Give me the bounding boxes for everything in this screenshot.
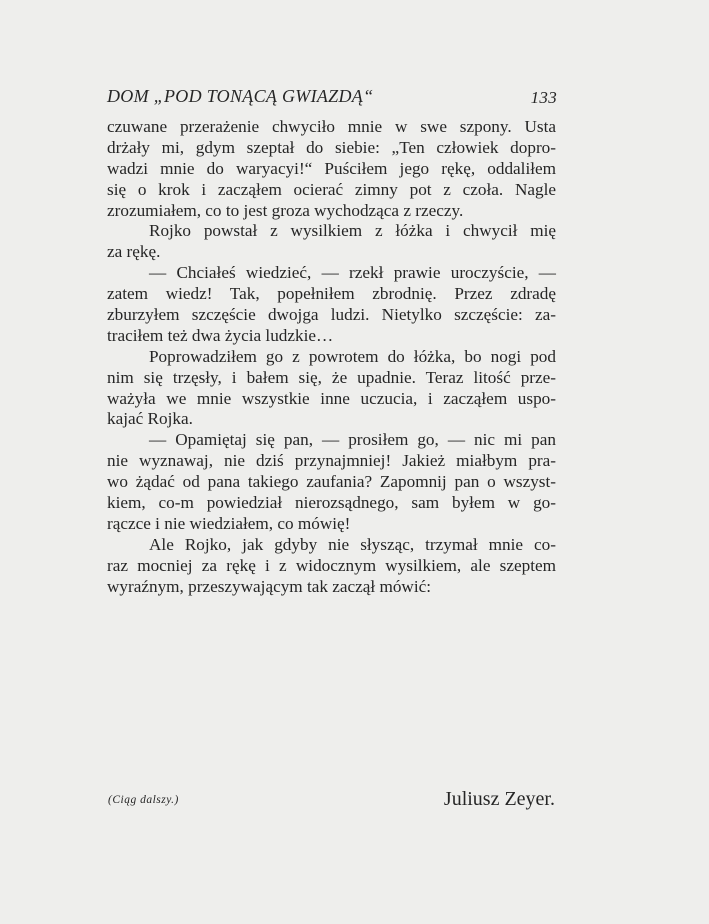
- text-line: Poprowadziłem go z powrotem do łóżka, bo nogi pod: [149, 346, 556, 366]
- text-line: nie wyznawaj, nie dziś przynajmniej! Jakież miałbym pra-: [107, 451, 556, 471]
- text-line: się o krok i zacząłem ocierać zimny pot z czoła. Nagle: [107, 179, 556, 199]
- text-line: czuwane przerażenie chwyciło mnie w swe szpony. Usta: [107, 117, 556, 136]
- body-text: [107, 117, 556, 597]
- text-line: — Chciałeś wiedzieć, — rzekł prawie uroczyście, —: [149, 263, 556, 283]
- text-line: drżały mi, gdym szeptał do siebie: „Ten człowiek dopro-: [107, 137, 556, 157]
- text-line: ważyła we mnie wszystkie inne uczucia, i zacząłem uspo-: [107, 388, 556, 408]
- paragraph: [107, 535, 556, 598]
- text-line: kiem, co-m powiedział nierozsądnego, sam byłem w go-: [107, 493, 556, 513]
- paragraph: [107, 263, 556, 347]
- page-number: 133: [530, 88, 557, 107]
- text-line: wyraźnym, przeszywającym tak zaczął mówić:: [107, 576, 432, 596]
- text-line: za rękę.: [107, 242, 161, 262]
- text-line: wadzi mnie do waryacyi!“ Puściłem jego rękę, oddaliłem: [107, 158, 556, 178]
- text-line: — Opamiętaj się pan, — prosiłem go, — nic mi pan: [149, 430, 556, 450]
- paragraph: [107, 117, 556, 221]
- text-line: rączce i nie wiedziałem, co mówię!: [107, 513, 351, 533]
- running-title: DOM „POD TONĄCĄ GWIAZDĄ“: [107, 86, 374, 106]
- text-line: Rojko powstał z wysilkiem z łóżka i chwycił mię: [149, 221, 556, 241]
- text-line: Ale Rojko, jak gdyby nie słysząc, trzymał mnie co-: [149, 534, 556, 554]
- text-line: raz mocniej za rękę i z widocznym wysilkiem, ale szeptem: [107, 555, 556, 575]
- text-line: traciłem też dwa życia ludzkie…: [107, 325, 334, 345]
- text-line: kajać Rojka.: [107, 409, 193, 429]
- author-signature: Juliusz Zeyer.: [443, 788, 555, 810]
- paragraph: [107, 221, 556, 263]
- text-line: zatem wiedz! Tak, popełniłem zbrodnię. Przez zdradę: [107, 284, 556, 304]
- text-line: zburzyłem szczęście dwojga ludzi. Nietylko szczęście: za-: [107, 305, 556, 325]
- continued-note: (Ciąg dalszy.): [108, 794, 179, 806]
- running-header: [107, 86, 557, 110]
- paragraph: [107, 347, 556, 431]
- paragraph: [107, 430, 556, 534]
- text-line: nim się trzęsły, i bałem się, że upadnie. Teraz litość prze-: [107, 367, 556, 387]
- text-line: zrozumiałem, co to jest groza wychodząca z rzeczy.: [107, 200, 464, 220]
- text-line: wo żądać od pana takiego zaufania? Zapomnij pan o wszyst-: [107, 472, 556, 492]
